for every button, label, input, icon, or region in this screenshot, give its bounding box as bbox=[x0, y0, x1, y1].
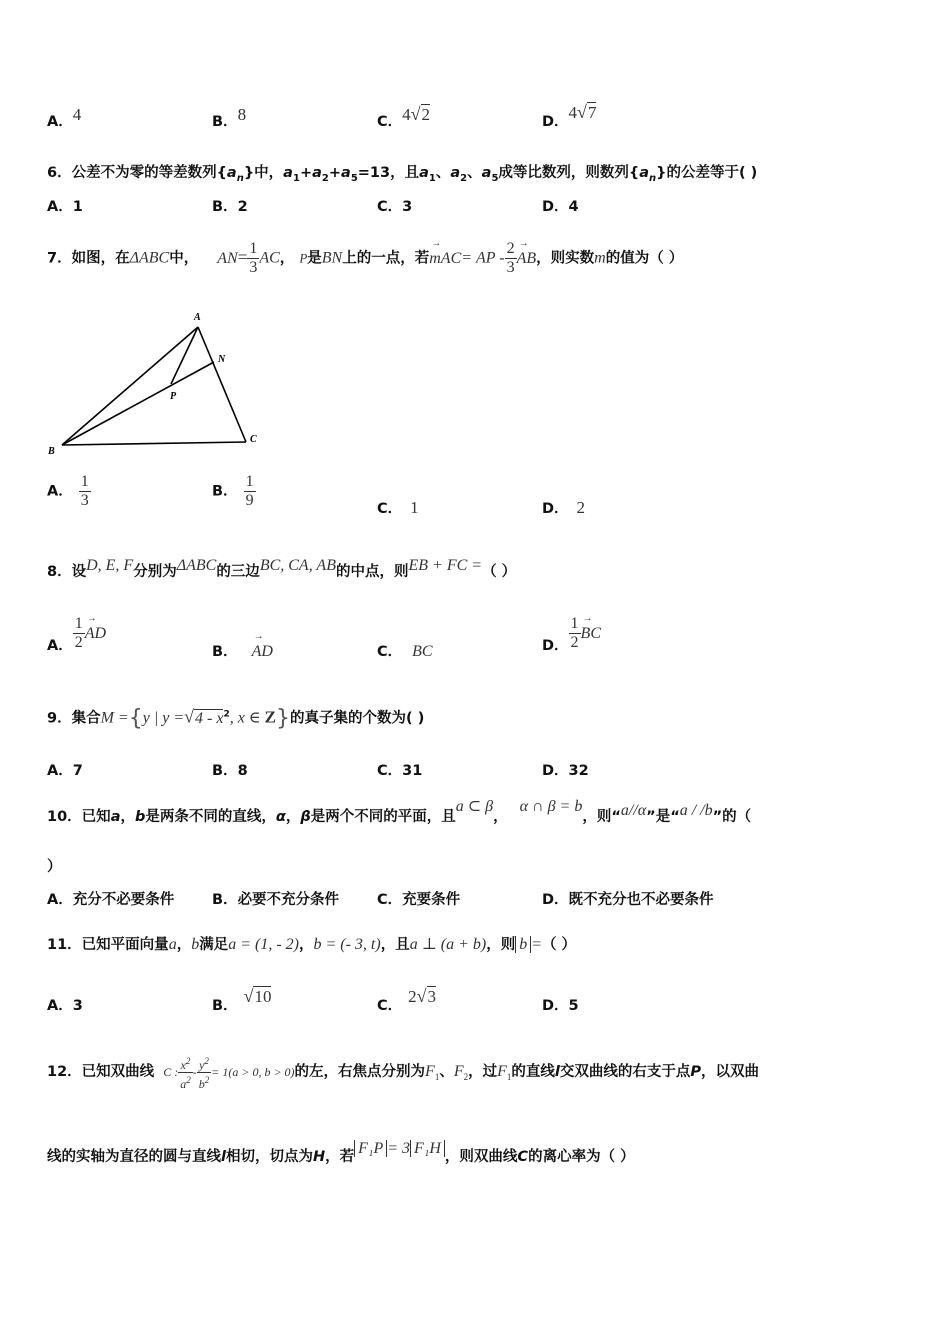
q11-stem: 11．已知平面向量a，b满足a = (1, - 2)，b = (- 3, t)，且a ⊥ (a + b)，则 b =（ ） bbox=[47, 936, 577, 953]
q11-option-d: D．5 bbox=[542, 998, 579, 1014]
q10-option-a: A．充分不必要条件 bbox=[47, 892, 175, 908]
segment-bc bbox=[62, 442, 246, 445]
segment-ap bbox=[171, 327, 198, 384]
label-a: A bbox=[194, 312, 201, 323]
q7-option-a: A． $\frac{1}{3}$ bbox=[47, 473, 89, 509]
option-letter: A． bbox=[47, 114, 73, 130]
q9-option-a: A．7 bbox=[47, 763, 83, 779]
option-letter: C． bbox=[377, 114, 403, 130]
q7-stem: 7．如图，在ΔABC中， AN= $\frac{1}{3}$ AC， P是BN上的一点，若→ mAC= AP - $\frac{2}{3}$ → AB，则实数m的值为（ ） bbox=[47, 240, 683, 277]
q11-option-b: B． √10 bbox=[212, 986, 272, 1014]
segment-ac bbox=[198, 327, 246, 442]
q10-stem: 10．已知a，b是两条不同的直线，α，β是两个不同的平面，且a ⊂ β，α ∩ β = b，则“a//α”是“a / /b”的（ bbox=[47, 798, 752, 825]
q6-option-b: B．2 bbox=[212, 199, 248, 215]
q10-option-d: D．既不充分也不必要条件 bbox=[542, 892, 714, 908]
q9-option-b: B．8 bbox=[212, 763, 248, 779]
q7-option-c: C． 1 bbox=[377, 498, 419, 517]
q7-option-d: D． 2 bbox=[542, 498, 586, 517]
label-p: P bbox=[170, 391, 177, 402]
q6-option-d: D．4 bbox=[542, 199, 579, 215]
coefficient: 2 bbox=[408, 987, 417, 1006]
label-b: B bbox=[48, 446, 55, 457]
q8-option-d: D． $\frac{1}{2}$ → BC bbox=[542, 615, 601, 652]
segment-ba bbox=[62, 327, 198, 445]
segment-bn bbox=[62, 362, 214, 445]
q9-stem: 9．集合M ={y | $y =√4 - x^2$, x ∈ Z}的真子集的个数为( ) bbox=[47, 706, 425, 731]
q7-option-b: B． $\frac{1}{9}$ bbox=[212, 473, 254, 509]
q5-option-c: C．4√2 bbox=[377, 104, 431, 130]
radicand: 2 bbox=[421, 105, 431, 124]
q12-stem-line2: 线的实轴为直径的圆与直线l相切，切点为H，若 F₁P = 3 F₁H ，则双曲线C的离心率为（ ） bbox=[47, 1140, 635, 1165]
q6-option-c: C．3 bbox=[377, 199, 413, 215]
option-value: 4 bbox=[72, 105, 82, 124]
q11-option-a: A．3 bbox=[47, 998, 83, 1014]
label-c: C bbox=[250, 434, 257, 445]
q10-close: ） bbox=[47, 859, 62, 875]
q5-option-a bbox=[47, 105, 82, 131]
radicand: 7 bbox=[587, 103, 597, 122]
q9-option-d: D．32 bbox=[542, 763, 589, 779]
radicand: 3 bbox=[427, 987, 437, 1006]
option-value: 8 bbox=[237, 105, 247, 124]
triangle-figure bbox=[40, 305, 280, 465]
radicand: 10 bbox=[254, 987, 272, 1006]
q8-stem: 8．设D, E, F分别为ΔABC的三边BC, CA, AB的中点，则EB + FC =（ ） bbox=[47, 557, 517, 580]
q8-option-c: C． BC bbox=[377, 643, 433, 660]
q11-option-c: C． 2√3 bbox=[377, 986, 437, 1014]
q10-option-c: C．充要条件 bbox=[377, 892, 461, 908]
q9-option-c: C．31 bbox=[377, 763, 423, 779]
q10-option-b: B．必要不充分条件 bbox=[212, 892, 340, 908]
q8-option-b: B．→ AD bbox=[212, 640, 273, 661]
option-letter: D． bbox=[542, 114, 569, 130]
coefficient: 4 bbox=[568, 103, 578, 122]
q12-stem-line1: 12．已知双曲线 C : $\frac{x^2}{a^2}$ - $\frac{y^2}{b^2}$ = 1(a > 0, b > 0)的左，右焦点分别为$F_1$、$F_2$，过$F_1$的直线l交双曲线的右支于点P，以双曲 bbox=[47, 1055, 760, 1091]
q5-option-b bbox=[212, 105, 247, 131]
q6-option-a: A．1 bbox=[47, 199, 83, 215]
q5-option-d: D．4√7 bbox=[542, 102, 597, 130]
q6-stem: 6．公差不为零的等差数列$\{a_n\}$中，$a_1+a_2+a_5=13$，且$a_1$、$a_2$、$a_5$成等比数列，则数列$\{a_n\}$的公差等于( ) bbox=[47, 165, 758, 184]
coefficient: 4 bbox=[402, 105, 411, 124]
label-n: N bbox=[218, 354, 226, 365]
option-letter: B． bbox=[212, 114, 238, 130]
q8-option-a: A． $\frac{1}{2}$ → AD bbox=[47, 615, 106, 652]
